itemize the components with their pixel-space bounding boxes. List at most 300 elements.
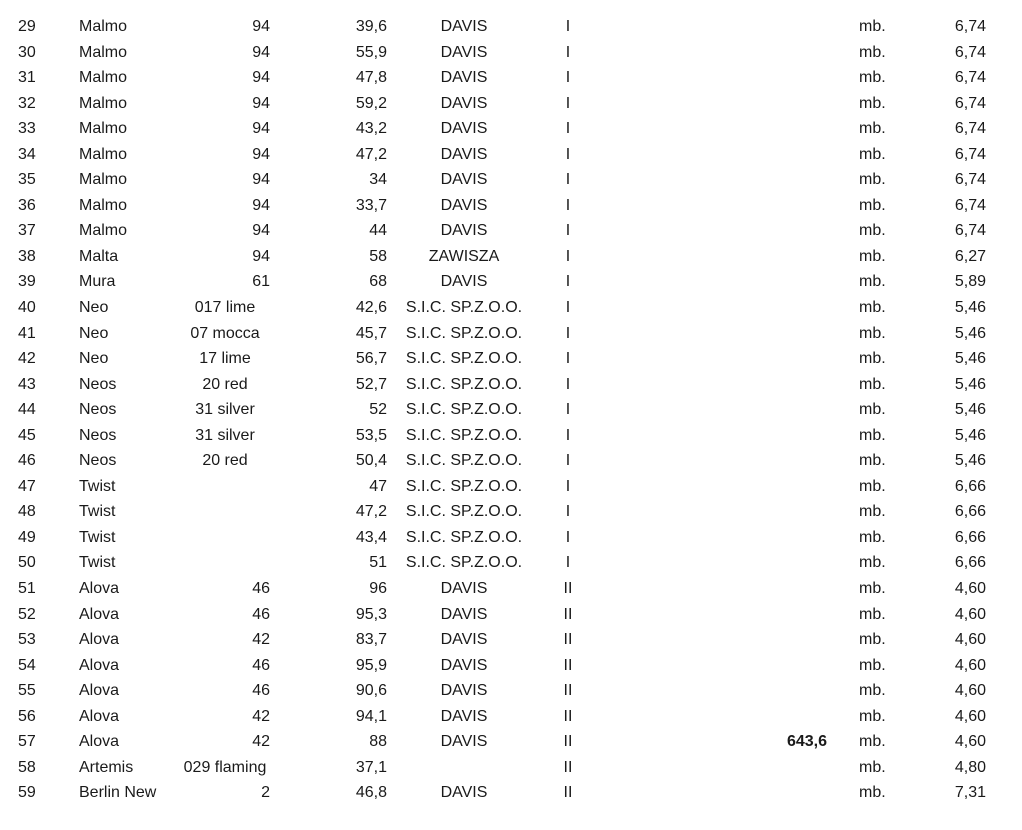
supplier-cell[interactable]: DAVIS [440,222,488,240]
quantity-cell[interactable]: 50,4 [355,452,387,470]
supplier-cell[interactable]: S.I.C. SP.Z.O.O. [405,299,523,317]
color-code-cell[interactable]: 94 [252,222,270,240]
unit-cell[interactable]: mb. [859,247,886,265]
product-name-cell[interactable]: Malmo [79,171,128,189]
unit-cell[interactable]: mb. [859,350,886,368]
product-name-cell[interactable]: Mura [79,273,116,291]
table-row [0,525,1022,551]
price-cell[interactable]: 5,89 [954,273,986,291]
supplier-cell[interactable]: DAVIS [440,171,488,189]
total-cell[interactable] [740,397,827,423]
total-cell[interactable] [740,65,827,91]
table-row [0,602,1022,628]
quantity-cell[interactable]: 88 [369,733,387,751]
product-name-cell[interactable]: Malmo [79,69,128,87]
product-name-cell[interactable]: Neo [79,350,109,368]
table-row [0,678,1022,704]
product-name-cell[interactable]: Alova [79,605,120,623]
supplier-cell[interactable]: S.I.C. SP.Z.O.O. [405,503,523,521]
color-code-cell[interactable]: 17 lime [199,350,251,368]
table-row [0,346,1022,372]
supplier-cell[interactable]: DAVIS [440,631,488,649]
total-cell[interactable] [740,780,827,806]
total-cell[interactable] [740,678,827,704]
supplier-cell[interactable]: S.I.C. SP.Z.O.O. [405,477,523,495]
table-row [0,397,1022,423]
row-number-cell[interactable]: 36 [18,196,36,214]
price-cell[interactable]: 6,66 [954,554,986,572]
grade-cell[interactable]: II [563,733,573,751]
total-cell[interactable] [740,602,827,628]
unit-cell[interactable]: mb. [859,707,886,725]
total-cell[interactable] [740,295,827,321]
total-cell[interactable] [740,550,827,576]
unit-cell[interactable]: mb. [859,784,886,802]
supplier-cell[interactable]: DAVIS [440,605,488,623]
color-code-cell[interactable]: 94 [252,196,270,214]
grade-cell[interactable]: II [563,758,573,776]
row-number-cell[interactable]: 31 [18,69,36,87]
grade-cell[interactable]: I [565,299,571,317]
product-name-cell[interactable]: Alova [79,733,120,751]
unit-cell[interactable]: mb. [859,375,886,393]
supplier-cell[interactable]: DAVIS [440,18,488,35]
supplier-cell[interactable]: DAVIS [440,94,488,112]
price-cell[interactable]: 6,27 [954,247,986,265]
product-name-cell[interactable]: Malmo [79,18,128,35]
row-number-cell[interactable]: 40 [18,299,36,317]
row-number-cell[interactable]: 54 [18,656,36,674]
row-number-cell[interactable]: 47 [18,477,36,495]
table-row [0,550,1022,576]
price-cell[interactable]: 6,74 [954,196,986,214]
price-cell[interactable]: 6,74 [954,120,986,138]
quantity-cell[interactable]: 34 [369,171,387,189]
product-name-cell[interactable]: Neo [79,299,109,317]
color-code-cell[interactable]: 94 [252,43,270,61]
supplier-cell[interactable]: S.I.C. SP.Z.O.O. [405,452,523,470]
table-row [0,295,1022,321]
quantity-cell[interactable]: 33,7 [355,196,387,214]
unit-cell[interactable]: mb. [859,426,886,444]
quantity-cell[interactable]: 47,2 [355,503,387,521]
supplier-cell[interactable]: S.I.C. SP.Z.O.O. [405,350,523,368]
grade-cell[interactable]: I [565,477,571,495]
supplier-cell[interactable]: ZAWISZA [428,247,500,265]
price-cell[interactable]: 6,74 [954,94,986,112]
supplier-cell[interactable]: DAVIS [440,196,488,214]
price-cell[interactable]: 5,46 [954,401,986,419]
color-code-cell[interactable]: 42 [252,631,270,649]
grade-cell[interactable]: I [565,69,571,87]
table-row [0,780,1022,806]
total-cell[interactable] [740,40,827,66]
product-name-cell[interactable]: Twist [79,554,116,572]
row-number-cell[interactable]: 35 [18,171,36,189]
color-code-cell[interactable]: 94 [252,247,270,265]
color-code-cell[interactable]: 31 silver [195,401,255,419]
row-number-cell[interactable]: 56 [18,707,36,725]
quantity-cell[interactable]: 53,5 [355,426,387,444]
row-number-cell[interactable]: 45 [18,426,36,444]
quantity-cell[interactable]: 94,1 [355,707,387,725]
price-cell[interactable]: 6,74 [954,43,986,61]
unit-cell[interactable]: mb. [859,452,886,470]
grade-cell[interactable]: I [565,401,571,419]
table-row [0,627,1022,653]
unit-cell[interactable]: mb. [859,758,886,776]
quantity-cell[interactable]: 83,7 [355,631,387,649]
row-number-cell[interactable]: 48 [18,503,36,521]
table-row [0,704,1022,730]
product-name-cell[interactable]: Alova [79,580,120,598]
row-number-cell[interactable]: 33 [18,120,36,138]
row-number-cell[interactable]: 37 [18,222,36,240]
quantity-cell[interactable]: 45,7 [355,324,387,342]
unit-cell[interactable]: mb. [859,656,886,674]
total-cell[interactable] [740,218,827,244]
quantity-cell[interactable]: 47 [369,477,387,495]
supplier-cell[interactable]: S.I.C. SP.Z.O.O. [405,528,523,546]
row-number-cell[interactable]: 53 [18,631,36,649]
color-code-cell[interactable]: 46 [252,580,270,598]
unit-cell[interactable]: mb. [859,477,886,495]
quantity-cell[interactable]: 68 [369,273,387,291]
total-cell[interactable] [740,14,827,40]
quantity-cell[interactable]: 55,9 [355,43,387,61]
table-row [0,729,1022,755]
color-code-cell[interactable]: 46 [252,605,270,623]
total-cell[interactable] [740,474,827,500]
grade-cell[interactable]: I [565,452,571,470]
quantity-cell[interactable]: 96 [369,580,387,598]
product-name-cell[interactable]: Malta [79,247,119,265]
color-code-cell[interactable] [170,474,270,500]
color-code-cell[interactable] [170,525,270,551]
total-cell[interactable] [740,167,827,193]
product-name-cell[interactable]: Neos [79,401,117,419]
grade-cell[interactable]: I [565,503,571,521]
price-cell[interactable]: 4,60 [954,605,986,623]
product-name-cell[interactable]: Neo [79,324,109,342]
color-code-cell[interactable]: 31 silver [195,426,255,444]
product-name-cell[interactable]: Alova [79,707,120,725]
price-cell[interactable]: 5,46 [954,324,986,342]
quantity-cell[interactable]: 47,2 [355,145,387,163]
quantity-cell[interactable]: 51 [369,554,387,572]
total-cell[interactable] [740,653,827,679]
row-number-cell[interactable]: 55 [18,682,36,700]
quantity-cell[interactable]: 52,7 [355,375,387,393]
unit-cell[interactable]: mb. [859,528,886,546]
product-name-cell[interactable]: Alova [79,631,120,649]
price-cell[interactable]: 4,60 [954,682,986,700]
product-name-cell[interactable]: Malmo [79,120,128,138]
product-name-cell[interactable]: Neos [79,375,117,393]
price-cell[interactable]: 6,66 [954,503,986,521]
supplier-cell[interactable]: S.I.C. SP.Z.O.O. [405,426,523,444]
quantity-cell[interactable]: 44 [369,222,387,240]
total-cell[interactable] [740,372,827,398]
total-cell[interactable] [740,448,827,474]
quantity-cell[interactable]: 39,6 [355,18,387,35]
grade-cell[interactable]: I [565,247,571,265]
supplier-cell[interactable]: DAVIS [440,784,488,802]
color-code-cell[interactable]: 20 red [202,375,248,393]
quantity-cell[interactable]: 90,6 [355,682,387,700]
grade-cell[interactable]: I [565,43,571,61]
price-cell[interactable]: 5,46 [954,350,986,368]
color-code-cell[interactable]: 07 mocca [190,324,260,342]
grade-cell[interactable]: I [565,171,571,189]
table-row [0,40,1022,66]
price-cell[interactable]: 5,46 [954,299,986,317]
table-row [0,218,1022,244]
product-name-cell[interactable]: Malmo [79,196,128,214]
row-number-cell[interactable]: 52 [18,605,36,623]
supplier-cell[interactable]: DAVIS [440,580,488,598]
unit-cell[interactable]: mb. [859,145,886,163]
table-row [0,755,1022,781]
product-name-cell[interactable]: Malmo [79,145,128,163]
row-number-cell[interactable]: 29 [18,18,36,35]
grade-cell[interactable]: II [563,707,573,725]
unit-cell[interactable]: mb. [859,554,886,572]
quantity-cell[interactable]: 56,7 [355,350,387,368]
product-name-cell[interactable]: Berlin New [79,784,157,802]
product-name-cell[interactable]: Neos [79,452,117,470]
grade-cell[interactable]: I [565,528,571,546]
price-cell[interactable]: 6,66 [954,528,986,546]
unit-cell[interactable]: mb. [859,196,886,214]
supplier-cell[interactable]: S.I.C. SP.Z.O.O. [405,375,523,393]
total-cell[interactable] [740,525,827,551]
unit-cell[interactable]: mb. [859,324,886,342]
unit-cell[interactable]: mb. [859,631,886,649]
table-row [0,269,1022,295]
grade-cell[interactable]: I [565,375,571,393]
grade-cell[interactable]: I [565,426,571,444]
supplier-cell[interactable]: DAVIS [440,120,488,138]
unit-cell[interactable]: mb. [859,171,886,189]
supplier-cell[interactable]: S.I.C. SP.Z.O.O. [405,401,523,419]
product-name-cell[interactable]: Alova [79,656,120,674]
grade-cell[interactable]: II [563,605,573,623]
total-cell[interactable] [740,91,827,117]
color-code-cell[interactable]: 20 red [202,452,248,470]
total-cell[interactable] [740,755,827,781]
quantity-cell[interactable]: 43,2 [355,120,387,138]
unit-cell[interactable]: mb. [859,503,886,521]
color-code-cell[interactable]: 61 [252,273,270,291]
unit-cell[interactable]: mb. [859,682,886,700]
table-row [0,474,1022,500]
unit-cell[interactable]: mb. [859,120,886,138]
grade-cell[interactable]: I [565,350,571,368]
color-code-cell[interactable]: 94 [252,145,270,163]
row-number-cell[interactable]: 58 [18,758,36,776]
color-code-cell[interactable]: 2 [261,784,270,802]
grade-cell[interactable]: II [563,656,573,674]
table-row [0,244,1022,270]
unit-cell[interactable]: mb. [859,401,886,419]
product-name-cell[interactable]: Malmo [79,94,128,112]
grade-cell[interactable]: II [563,631,573,649]
grade-cell[interactable]: II [563,580,573,598]
total-cell[interactable] [740,244,827,270]
unit-cell[interactable]: mb. [859,733,886,751]
unit-cell[interactable]: mb. [859,43,886,61]
supplier-cell[interactable]: DAVIS [440,69,488,87]
row-number-cell[interactable]: 44 [18,401,36,419]
total-cell[interactable] [740,423,827,449]
supplier-cell[interactable]: DAVIS [440,733,488,751]
price-cell[interactable]: 4,60 [954,580,986,598]
table-row [0,65,1022,91]
product-name-cell[interactable]: Alova [79,682,120,700]
quantity-cell[interactable]: 95,9 [355,656,387,674]
grade-cell[interactable]: I [565,273,571,291]
color-code-cell[interactable]: 46 [252,656,270,674]
unit-cell[interactable]: mb. [859,299,886,317]
unit-cell[interactable]: mb. [859,222,886,240]
price-cell[interactable]: 5,46 [954,426,986,444]
product-name-cell[interactable]: Malmo [79,222,128,240]
quantity-cell[interactable]: 58 [369,247,387,265]
grade-cell[interactable]: I [565,145,571,163]
row-number-cell[interactable]: 46 [18,452,36,470]
row-number-cell[interactable]: 32 [18,94,36,112]
unit-cell[interactable]: mb. [859,605,886,623]
row-number-cell[interactable]: 59 [18,784,36,802]
grade-cell[interactable]: I [565,554,571,572]
row-number-cell[interactable]: 49 [18,528,36,546]
color-code-cell[interactable]: 94 [252,120,270,138]
color-code-cell[interactable]: 94 [252,18,270,35]
quantity-cell[interactable]: 59,2 [355,94,387,112]
product-name-cell[interactable]: Twist [79,477,116,495]
color-code-cell[interactable]: 42 [252,707,270,725]
price-cell[interactable]: 6,74 [954,222,986,240]
total-cell[interactable]: 643,6 [786,733,827,751]
unit-cell[interactable]: mb. [859,18,886,35]
price-cell[interactable]: 4,60 [954,707,986,725]
price-cell[interactable]: 5,46 [954,452,986,470]
supplier-cell[interactable]: DAVIS [440,145,488,163]
color-code-cell[interactable] [170,499,270,525]
grade-cell[interactable]: I [565,196,571,214]
quantity-cell[interactable]: 46,8 [355,784,387,802]
color-code-cell[interactable]: 94 [252,94,270,112]
grade-cell[interactable]: II [563,682,573,700]
supplier-cell[interactable]: DAVIS [440,707,488,725]
color-code-cell[interactable]: 46 [252,682,270,700]
grade-cell[interactable]: I [565,120,571,138]
color-code-cell[interactable]: 42 [252,733,270,751]
quantity-cell[interactable]: 37,1 [355,758,387,776]
price-cell[interactable]: 6,66 [954,477,986,495]
total-cell[interactable] [740,116,827,142]
quantity-cell[interactable]: 95,3 [355,605,387,623]
price-cell[interactable]: 6,74 [954,18,986,35]
quantity-cell[interactable]: 47,8 [355,69,387,87]
total-cell[interactable] [740,142,827,168]
total-cell[interactable] [740,704,827,730]
product-name-cell[interactable]: Twist [79,503,116,521]
supplier-cell[interactable]: DAVIS [440,43,488,61]
row-number-cell[interactable]: 50 [18,554,36,572]
color-code-cell[interactable]: 94 [252,69,270,87]
supplier-cell[interactable]: DAVIS [440,273,488,291]
grade-cell[interactable]: II [563,784,573,802]
unit-cell[interactable]: mb. [859,580,886,598]
price-cell[interactable]: 4,60 [954,733,986,751]
price-cell[interactable]: 4,60 [954,656,986,674]
total-cell[interactable] [740,627,827,653]
quantity-cell[interactable]: 52 [369,401,387,419]
total-cell[interactable] [740,269,827,295]
quantity-cell[interactable]: 42,6 [355,299,387,317]
supplier-cell[interactable]: S.I.C. SP.Z.O.O. [405,554,523,572]
supplier-cell[interactable]: DAVIS [440,656,488,674]
color-code-cell[interactable]: 029 flaming [183,758,267,776]
product-name-cell[interactable]: Artemis [79,758,134,776]
grade-cell[interactable]: I [565,222,571,240]
total-cell[interactable] [740,321,827,347]
table-row [0,167,1022,193]
unit-cell[interactable]: mb. [859,273,886,291]
grade-cell[interactable]: I [565,94,571,112]
row-number-cell[interactable]: 51 [18,580,36,598]
price-cell[interactable]: 7,31 [954,784,986,802]
unit-cell[interactable]: mb. [859,69,886,87]
total-cell[interactable] [740,193,827,219]
unit-cell[interactable]: mb. [859,94,886,112]
color-code-cell[interactable]: 017 lime [194,299,256,317]
color-code-cell[interactable]: 94 [252,171,270,189]
total-cell[interactable] [740,499,827,525]
row-number-cell[interactable]: 43 [18,375,36,393]
price-cell[interactable]: 6,74 [954,145,986,163]
product-name-cell[interactable]: Neos [79,426,117,444]
total-cell[interactable] [740,576,827,602]
supplier-cell[interactable]: DAVIS [440,682,488,700]
row-number-cell[interactable]: 38 [18,247,36,265]
row-number-cell[interactable]: 42 [18,350,36,368]
row-number-cell[interactable]: 41 [18,324,36,342]
product-name-cell[interactable]: Malmo [79,43,128,61]
table-row [0,423,1022,449]
price-cell[interactable]: 4,60 [954,631,986,649]
row-number-cell[interactable]: 34 [18,145,36,163]
supplier-cell[interactable]: S.I.C. SP.Z.O.O. [405,324,523,342]
quantity-cell[interactable]: 43,4 [355,528,387,546]
price-cell[interactable]: 4,80 [954,758,986,776]
table-row [0,372,1022,398]
grade-cell[interactable]: I [565,18,571,35]
grade-cell[interactable]: I [565,324,571,342]
color-code-cell[interactable] [170,550,270,576]
total-cell[interactable] [740,346,827,372]
supplier-cell[interactable] [398,755,530,781]
product-name-cell[interactable]: Twist [79,528,116,546]
price-cell[interactable]: 6,74 [954,69,986,87]
row-number-cell[interactable]: 57 [18,733,36,751]
price-cell[interactable]: 5,46 [954,375,986,393]
row-number-cell[interactable]: 30 [18,43,36,61]
row-number-cell[interactable]: 39 [18,273,36,291]
price-cell[interactable]: 6,74 [954,171,986,189]
